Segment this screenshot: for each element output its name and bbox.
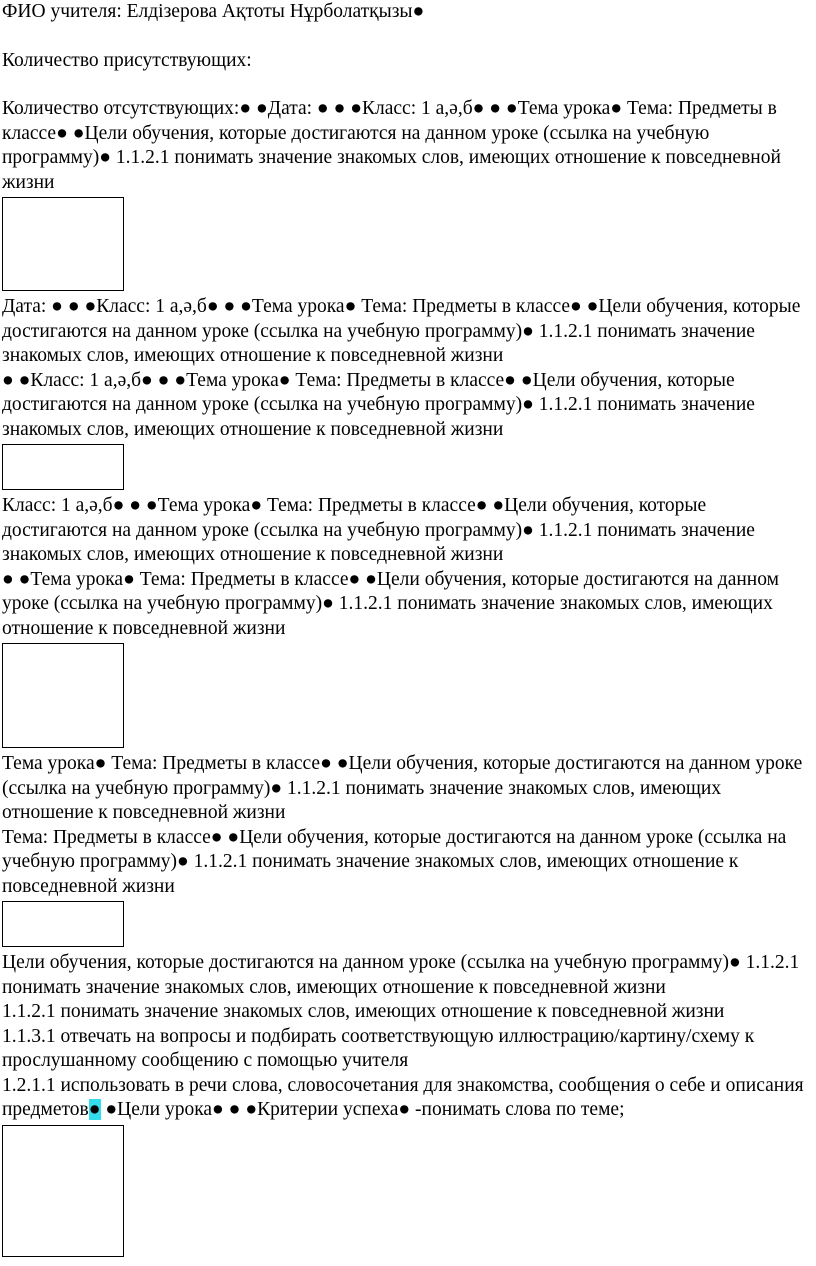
present-count-line: Количество присутствующих: bbox=[2, 49, 252, 71]
goal-item-with-criteria bbox=[2, 1074, 814, 1123]
highlighted-bullet: ● bbox=[88, 1099, 101, 1120]
goal-text: 1.2.1.1 использовать в речи слова, словосочетания для знакомства, сообщения о себе и описания предметов bbox=[2, 1074, 804, 1120]
empty-table-cell bbox=[2, 197, 124, 291]
goal-item: 1.1.2.1 понимать значение знакомых слов, имеющих отношение к повседневной жизни bbox=[2, 1001, 725, 1022]
empty-table-cell bbox=[2, 901, 124, 947]
empty-table-cell bbox=[2, 444, 124, 490]
empty-table-cell bbox=[2, 1125, 124, 1257]
class-paragraph: ● ●Класс: 1 а,ә,б● ● ●Тема урока● Тема: Предметы в классе● ●Цели обучения, которые достигаются на данном уроке (ссылка на учебную программу)● 1.1.2.1 понимать значение знакомых слов, имеющих отношение к повседневной жизни bbox=[2, 369, 755, 440]
date-paragraph: Дата: ● ● ●Класс: 1 а,ә,б● ● ●Тема урока● Тема: Предметы в классе● ●Цели обучения, которые достигаются на данном уроке (ссылка на учебную программу)● 1.1.2.1 понимать значение знакомых слов, имеющих отношение к повседневной жизни bbox=[2, 296, 801, 366]
teacher-line: ФИО учителя: Елдiзерова Ақтоты Нұрболатқызы● bbox=[2, 1, 425, 22]
absent-count-paragraph: Количество отсутствующих:● ●Дата: ● ● ●Класс: 1 а,ә,б● ● ●Тема урока● Тема: Предметы в классе● ●Цели обучения, которые достигаются на данном уроке (ссылка на учебную программу)● 1.1.2.1 понимать значение знакомых слов, имеющих отношение к повседневной жизни bbox=[2, 98, 781, 193]
learning-goals-paragraph: Цели обучения, которые достигаются на данном уроке (ссылка на учебную программу)● 1.1.2.1 понимать значение знакомых слов, имеющих отношение к повседневной жизни bbox=[2, 952, 800, 998]
class-paragraph: Класс: 1 а,ә,б● ● ●Тема урока● Тема: Предметы в классе● ●Цели обучения, которые достигаются на данном уроке (ссылка на учебную программу)● 1.1.2.1 понимать значение знакомых слов, имеющих отношение к повседневной жизни bbox=[2, 495, 755, 565]
spacer bbox=[2, 73, 814, 97]
topic-paragraph: Тема урока● Тема: Предметы в классе● ●Цели обучения, которые достигаются на данном уроке (ссылка на учебную программу)● 1.1.2.1 понимать значение знакомых слов, имеющих отношение к повседневной жизни bbox=[2, 753, 803, 823]
empty-table-cell bbox=[2, 643, 124, 748]
goal-item: 1.1.3.1 отвечать на вопросы и подбирать соответствующую иллюстрацию/картину/схему к прослушанному сообщению с помощью учителя bbox=[2, 1025, 755, 1071]
topic-paragraph: ● ●Тема урока● Тема: Предметы в классе● ●Цели обучения, которые достигаются на данном уроке (ссылка на учебную программу)● 1.1.2.1 понимать значение знакомых слов, имеющих отношение к повседневной жизни bbox=[2, 568, 779, 639]
criteria-text: ●Цели урока● ● ●Критерии успеха● -понимать слова по теме; bbox=[100, 1099, 625, 1120]
spacer bbox=[2, 25, 814, 49]
topic-subject-paragraph: Тема: Предметы в классе● ●Цели обучения, которые достигаются на данном уроке (ссылка на учебную программу)● 1.1.2.1 понимать значение знакомых слов, имеющих отношение к повседневной жизни bbox=[2, 826, 787, 897]
